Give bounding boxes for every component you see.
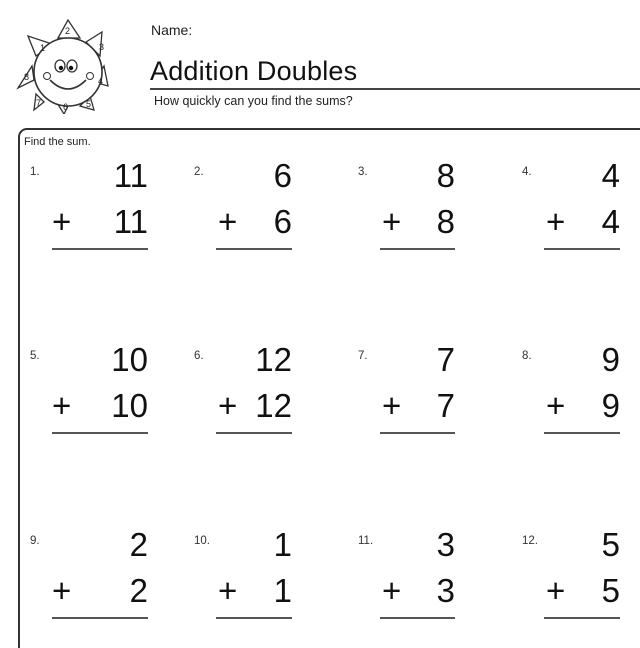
svg-text:4: 4	[98, 76, 104, 86]
problem-7	[358, 341, 455, 460]
problem-number: 8.	[522, 350, 532, 362]
problem-number: 11.	[358, 535, 374, 547]
addend-top: 3	[436, 526, 455, 563]
answer-line[interactable]	[52, 248, 148, 250]
name-label: Name:	[151, 22, 193, 38]
problem-8	[522, 341, 620, 460]
plus-sign: +	[382, 387, 402, 424]
problem-number: 10.	[194, 535, 210, 547]
problem-6	[194, 341, 292, 460]
addend-top: 7	[436, 341, 455, 378]
svg-text:1: 1	[40, 43, 46, 53]
addend-bottom: 8	[436, 203, 455, 240]
addend-top: 11	[113, 157, 148, 194]
problem-number: 3.	[358, 166, 368, 178]
problem-number: 5.	[30, 350, 40, 362]
answer-line[interactable]	[544, 432, 620, 434]
problem-11	[358, 526, 455, 645]
addend-top: 4	[601, 157, 620, 194]
answer-line[interactable]	[544, 617, 620, 619]
answer-line[interactable]	[544, 248, 620, 250]
plus-sign: +	[546, 572, 566, 609]
problem-number: 12.	[522, 535, 538, 547]
addend-top: 5	[601, 526, 620, 563]
problem-5	[30, 341, 148, 460]
answer-line[interactable]	[380, 248, 455, 250]
problem-number: 6.	[194, 350, 204, 362]
addend-top: 8	[436, 157, 455, 194]
answer-line[interactable]	[216, 432, 292, 434]
problem-1	[30, 157, 148, 276]
plus-sign: +	[52, 572, 72, 609]
addend-bottom: 4	[601, 203, 620, 240]
sun-face-icon	[6, 14, 126, 114]
subtitle: How quickly can you find the sums?	[154, 94, 353, 108]
plus-sign: +	[218, 387, 238, 424]
plus-sign: +	[546, 203, 566, 240]
problem-10	[194, 526, 292, 645]
plus-sign: +	[218, 203, 238, 240]
plus-sign: +	[382, 203, 402, 240]
addend-bottom: 11	[113, 203, 148, 240]
page-title: Addition Doubles	[150, 56, 358, 86]
addend-bottom: 1	[273, 572, 292, 609]
addend-bottom: 3	[436, 572, 455, 609]
answer-line[interactable]	[216, 248, 292, 250]
problem-2	[194, 157, 292, 276]
plus-sign: +	[546, 387, 566, 424]
addend-bottom: 12	[255, 387, 292, 424]
svg-text:3: 3	[99, 42, 105, 52]
answer-line[interactable]	[52, 617, 148, 619]
answer-line[interactable]	[216, 617, 292, 619]
addend-top: 6	[273, 157, 292, 194]
addend-bottom: 5	[601, 572, 620, 609]
addend-bottom: 9	[601, 387, 620, 424]
instruction-text: Find the sum.	[24, 136, 91, 148]
addend-top: 10	[111, 341, 148, 378]
problem-number: 2.	[194, 166, 204, 178]
problem-number: 1.	[30, 166, 40, 178]
addend-top: 12	[255, 341, 292, 378]
problem-number: 9.	[30, 535, 40, 547]
problem-number: 7.	[358, 350, 368, 362]
svg-text:7: 7	[36, 98, 42, 108]
addend-top: 2	[129, 526, 148, 563]
svg-text:2: 2	[65, 26, 71, 36]
problem-12	[522, 526, 620, 645]
problem-4	[522, 157, 620, 276]
answer-line[interactable]	[52, 432, 148, 434]
plus-sign: +	[382, 572, 402, 609]
problem-3	[358, 157, 455, 276]
answer-line[interactable]	[380, 617, 455, 619]
svg-text:8: 8	[24, 72, 30, 82]
plus-sign: +	[218, 572, 238, 609]
addend-bottom: 6	[273, 203, 292, 240]
svg-text:6: 6	[63, 102, 69, 112]
addend-bottom: 10	[111, 387, 148, 424]
problem-number: 4.	[522, 166, 532, 178]
plus-sign: +	[52, 387, 72, 424]
svg-text:5: 5	[86, 99, 92, 109]
problem-9	[30, 526, 148, 645]
plus-sign: +	[52, 203, 72, 240]
answer-line[interactable]	[380, 432, 455, 434]
addend-top: 9	[601, 341, 620, 378]
addend-top: 1	[273, 526, 292, 563]
addend-bottom: 2	[129, 572, 148, 609]
title-divider	[150, 88, 640, 90]
addend-bottom: 7	[436, 387, 455, 424]
